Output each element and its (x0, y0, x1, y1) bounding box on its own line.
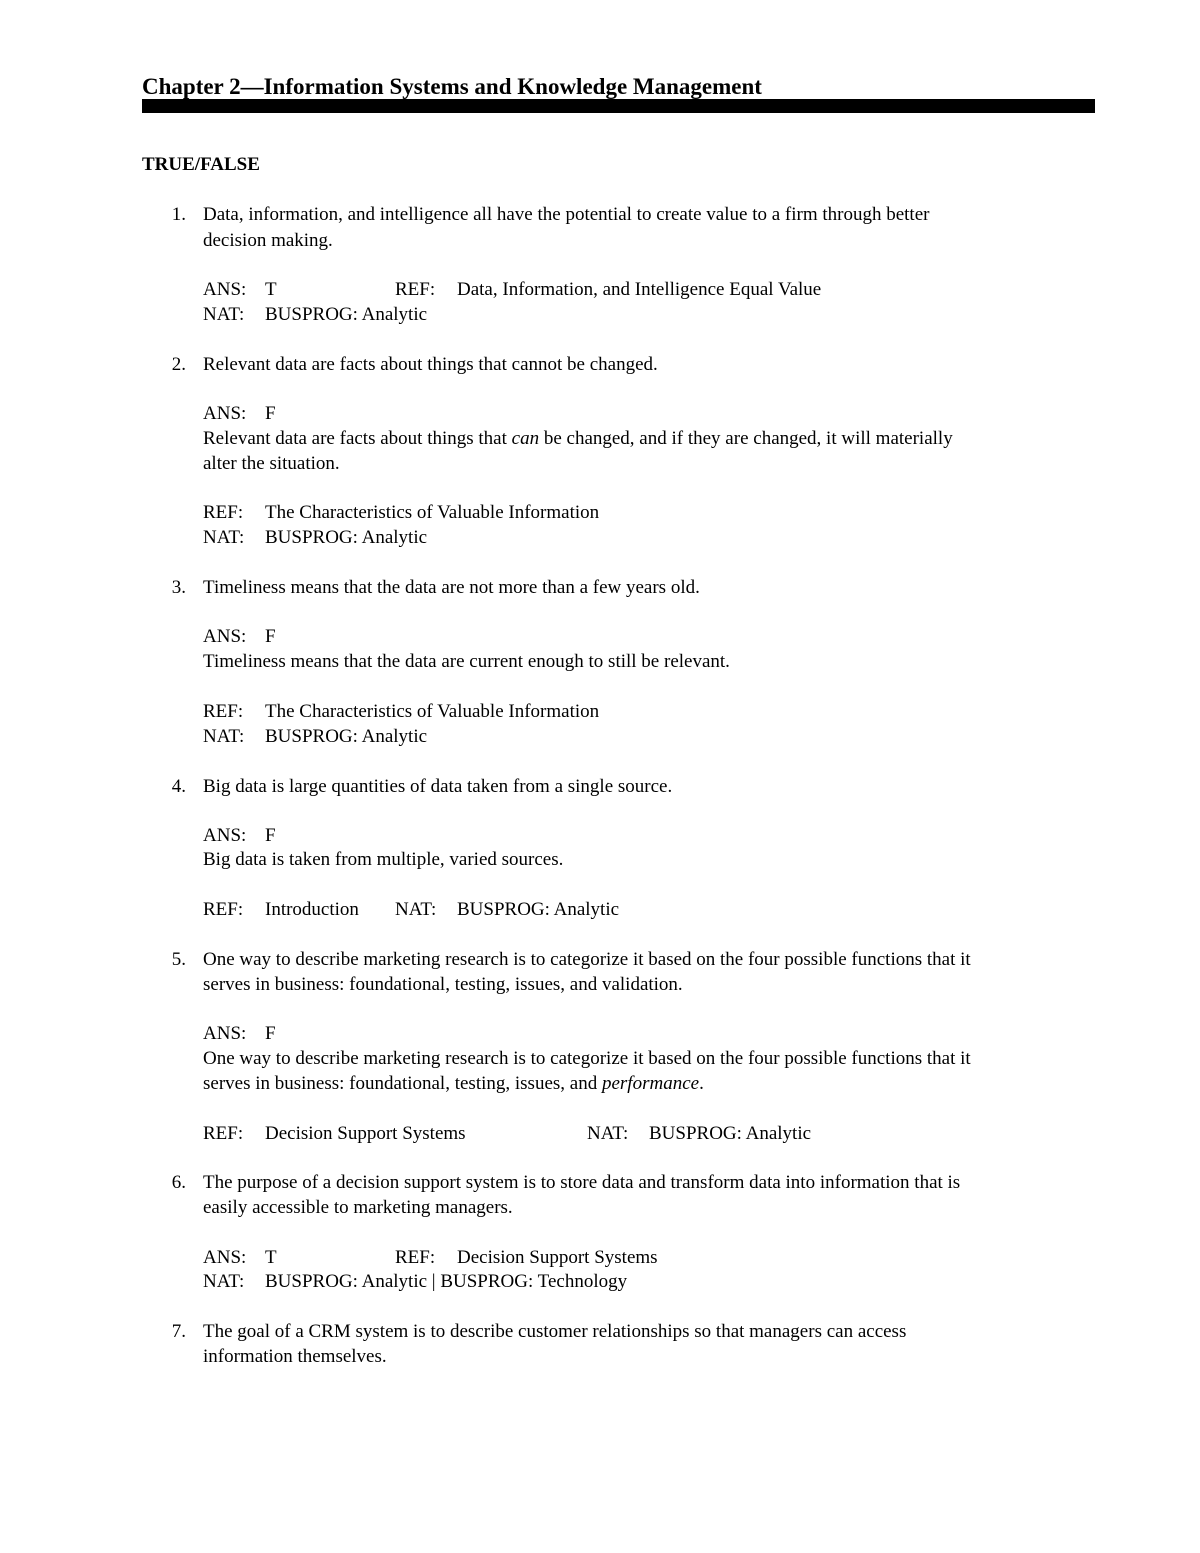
ref-value: The Characteristics of Valuable Information (265, 502, 600, 523)
nat-label: NAT: (203, 1271, 245, 1292)
nat-label: NAT: (203, 527, 245, 548)
ref-value: Decision Support Systems (457, 1247, 658, 1268)
question-text: Relevant data are facts about things that cannot be changed. (203, 354, 658, 375)
feedback-emphasis: performance (601, 1073, 700, 1094)
feedback-part: Relevant data are facts about things that (203, 428, 512, 449)
question-text: decision making. (203, 230, 333, 251)
feedback-part: serves in business: foundational, testing, issues, and (203, 1073, 602, 1094)
ans-value: F (265, 626, 276, 647)
nat-label: NAT: (203, 726, 245, 747)
ans-value: T (265, 279, 277, 300)
question-number: 7. (171, 1321, 186, 1342)
feedback-text (203, 1071, 704, 1097)
answer-row (203, 401, 276, 427)
answer-row (203, 1021, 276, 1047)
question-text: The purpose of a decision support system is to store data and transform data into information that is (203, 1172, 961, 1193)
question-text: Data, information, and intelligence all have the potential to create value to a firm through better (203, 204, 930, 225)
nat-row (203, 724, 428, 750)
ref-row (203, 699, 600, 725)
ref-label: REF: (395, 1247, 436, 1268)
answer-row (203, 624, 276, 650)
ref-value: Decision Support Systems (265, 1123, 466, 1144)
question-text: The goal of a CRM system is to describe customer relationships so that managers can access (203, 1321, 907, 1342)
question-number: 3. (171, 577, 186, 598)
ref-label: REF: (203, 1123, 244, 1144)
ref-row (203, 1121, 812, 1147)
nat-value: BUSPROG: Analytic (265, 304, 428, 325)
nat-value: BUSPROG: Analytic (265, 726, 428, 747)
ref-row (203, 897, 620, 923)
feedback-text (203, 426, 953, 452)
ref-value: The Characteristics of Valuable Information (265, 701, 600, 722)
feedback-text: Timeliness means that the data are current enough to still be relevant. (203, 651, 730, 672)
feedback-text: Big data is taken from multiple, varied sources. (203, 849, 564, 870)
answer-row (203, 277, 822, 303)
question-text: Big data is large quantities of data taken from a single source. (203, 776, 673, 797)
ref-value: Data, Information, and Intelligence Equal Value (457, 279, 822, 300)
ref-row (203, 500, 600, 526)
feedback-emphasis: can (511, 428, 540, 449)
nat-label: NAT: (395, 899, 437, 920)
nat-label: NAT: (203, 304, 245, 325)
chapter-title: Chapter 2—Information Systems and Knowledge Management (142, 74, 762, 99)
ans-label: ANS: (203, 403, 247, 424)
feedback-text: alter the situation. (203, 453, 340, 474)
ref-label: REF: (203, 701, 244, 722)
question-number: 5. (171, 949, 186, 970)
nat-row (203, 525, 428, 551)
question-number: 2. (171, 354, 186, 375)
ref-label: REF: (203, 899, 244, 920)
section-heading: TRUE/FALSE (142, 154, 260, 175)
ref-label: REF: (395, 279, 436, 300)
feedback-part: . (699, 1073, 704, 1094)
question-text: serves in business: foundational, testing, issues, and validation. (203, 974, 683, 995)
question-text: easily accessible to marketing managers. (203, 1197, 513, 1218)
question-text: One way to describe marketing research is to categorize it based on the four possible functions that it (203, 949, 971, 970)
nat-row (203, 302, 428, 328)
question-text: Timeliness means that the data are not more than a few years old. (203, 577, 700, 598)
feedback-text: One way to describe marketing research is to categorize it based on the four possible functions that it (203, 1048, 971, 1069)
question-number: 6. (171, 1172, 186, 1193)
feedback-part: be changed, and if they are changed, it will materially (539, 428, 953, 449)
ans-label: ANS: (203, 279, 247, 300)
question-number: 4. (171, 776, 186, 797)
ans-value: T (265, 1247, 277, 1268)
nat-value: BUSPROG: Analytic | BUSPROG: Technology (265, 1271, 628, 1292)
answer-row (203, 1245, 658, 1271)
title-rule (142, 99, 1095, 113)
ans-value: F (265, 403, 276, 424)
question-text: information themselves. (203, 1346, 387, 1367)
nat-value: BUSPROG: Analytic (649, 1123, 812, 1144)
ans-label: ANS: (203, 626, 247, 647)
ans-value: F (265, 1023, 276, 1044)
nat-row (203, 1269, 628, 1295)
ans-label: ANS: (203, 825, 247, 846)
nat-label: NAT: (587, 1123, 629, 1144)
nat-value: BUSPROG: Analytic (265, 527, 428, 548)
ref-value: Introduction (265, 899, 359, 920)
answer-row (203, 823, 276, 849)
nat-value: BUSPROG: Analytic (457, 899, 620, 920)
ans-label: ANS: (203, 1247, 247, 1268)
question-number: 1. (171, 204, 186, 225)
ref-label: REF: (203, 502, 244, 523)
ans-label: ANS: (203, 1023, 247, 1044)
ans-value: F (265, 825, 276, 846)
